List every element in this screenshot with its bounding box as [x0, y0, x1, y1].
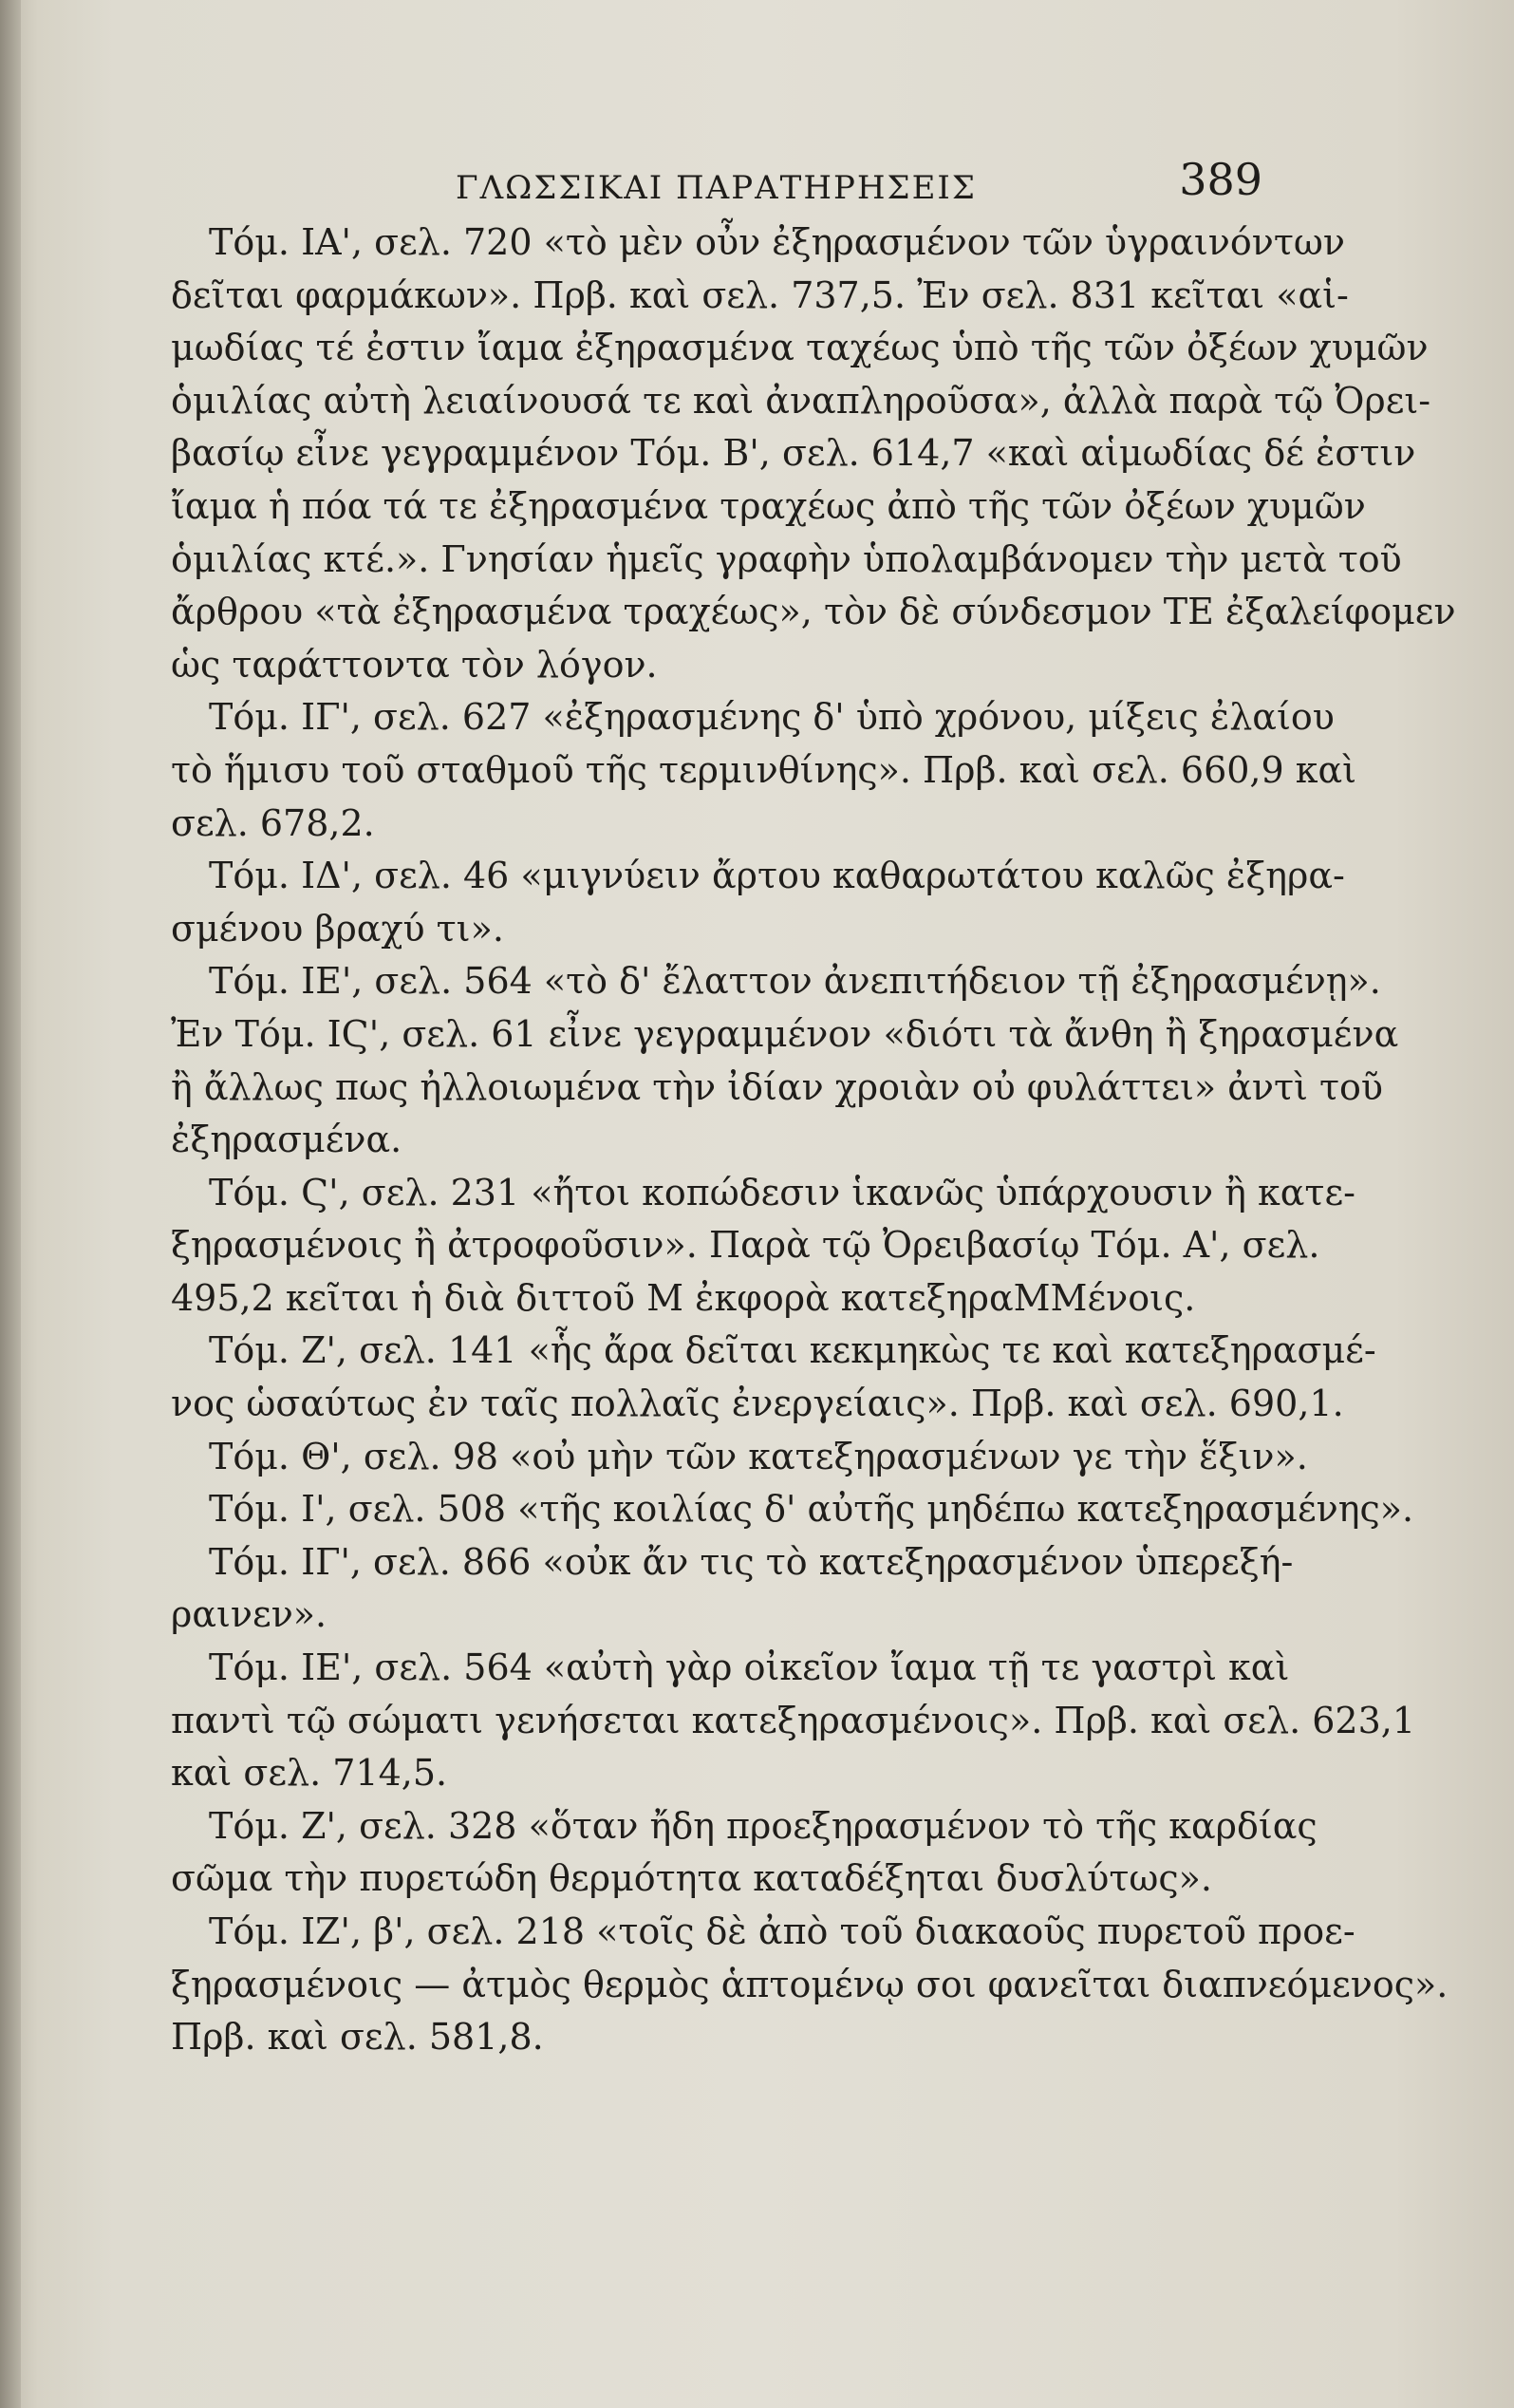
- text-line: ἐξηρασμένα.: [171, 1119, 402, 1161]
- text-line: βασίῳ εἶνε γεγραμμένον Τόμ. Β', σελ. 614,7 «καὶ αἱμωδίας δέ ἐστιν: [171, 432, 1416, 475]
- text-line: ξηρασμένοις ἢ ἀτροφοῦσιν». Παρὰ τῷ Ὀρειβασίῳ Τόμ. Α', σελ.: [171, 1224, 1320, 1267]
- text-line: Τόμ. ΙΓ', σελ. 866 «οὐκ ἄν τις τὸ κατεξηρασμένον ὑπερεξή-: [209, 1540, 1294, 1583]
- page-header: [180, 142, 1262, 209]
- text-line: δεῖται φαρμάκων». Πρβ. καὶ σελ. 737,5. Ἐν σελ. 831 κεῖται «αἱ-: [171, 273, 1349, 316]
- text-line: τὸ ἥμισυ τοῦ σταθμοῦ τῆς τερμινθίνης». Πρβ. καὶ σελ. 660,9 καὶ: [171, 748, 1357, 791]
- text-line: παντὶ τῷ σώματι γενήσεται κατεξηρασμένοις». Πρβ. καὶ σελ. 623,1: [171, 1699, 1416, 1741]
- body-text: [171, 216, 1456, 2135]
- text-line: Ἐν Τόμ. ΙϚ', σελ. 61 εἶνε γεγραμμένον «διότι τὰ ἄνθη ἢ ξηρασμένα: [171, 1012, 1399, 1055]
- text-line: ὁμιλίας κτέ.». Γνησίαν ἡμεῖς γραφὴν ὑπολαμβάνομεν τὴν μετὰ τοῦ: [171, 537, 1402, 580]
- text-line: ραινεν».: [171, 1593, 327, 1636]
- text-line: Τόμ. ΙΕ', σελ. 564 «αὐτὴ γὰρ οἰκεῖον ἴαμα τῇ τε γαστρὶ καὶ: [209, 1646, 1290, 1689]
- text-line: σμένου βραχύ τι».: [171, 907, 504, 950]
- text-line: Τόμ. Ι', σελ. 508 «τῆς κοιλίας δ' αὐτῆς μηδέπω κατεξηρασμένης».: [209, 1488, 1414, 1531]
- text-line: Πρβ. καὶ σελ. 581,8.: [171, 2016, 544, 2059]
- text-line: Τόμ. Ζ', σελ. 328 «ὅταν ἤδη προεξηρασμένον τὸ τῆς καρδίας: [209, 1804, 1318, 1847]
- text-line: Τόμ. ΙΕ', σελ. 564 «τὸ δ' ἔλαττον ἀνεπιτήδειον τῇ ἐξηρασμένῃ».: [209, 960, 1381, 1003]
- text-line: Τόμ. ΙΑ', σελ. 720 «τὸ μὲν οὖν ἐξηρασμένον τῶν ὑγραινόντων: [209, 221, 1345, 263]
- text-line: ὁμιλίας αὐτὴ λειαίνουσά τε καὶ ἀναπληροῦσα», ἀλλὰ παρὰ τῷ Ὀρει-: [171, 379, 1431, 422]
- text-line: ἴαμα ἡ πόα τά τε ἐξηρασμένα τραχέως ἀπὸ τῆς τῶν ὀξέων χυμῶν: [171, 484, 1366, 527]
- text-line: Τόμ. Ϛ', σελ. 231 «ἤτοι κοπώδεσιν ἱκανῶς ὑπάρχουσιν ἢ κατε-: [209, 1171, 1355, 1213]
- text-line: Τόμ. ΙΖ', β', σελ. 218 «τοῖς δὲ ἀπὸ τοῦ διακαοῦς πυρετοῦ προε-: [209, 1910, 1355, 1952]
- text-line: ξηρασμένοις — ἀτμὸς θερμὸς ἁπτομένῳ σοι φανεῖται διαπνεόμενος».: [171, 1963, 1449, 2005]
- text-line: Τόμ. ΙΔ', σελ. 46 «μιγνύειν ἄρτου καθαρωτάτου καλῶς ἐξηρα-: [209, 855, 1345, 897]
- text-line: Τόμ. ΙΓ', σελ. 627 «ἐξηρασμένης δ' ὑπὸ χρόνου, μίξεις ἐλαίου: [209, 696, 1335, 739]
- running-head: ΓΛΩΣΣΙΚΑΙ ΠΑΡΑΤΗΡΗΣΕΙΣ: [456, 169, 977, 207]
- page-number: 389: [1179, 154, 1262, 205]
- text-line: ἄρθρου «τὰ ἐξηρασμένα τραχέως», τὸν δὲ σύνδεσμον ΤΕ ἐξαλείφομεν: [171, 591, 1456, 633]
- text-line: σῶμα τὴν πυρετώδη θερμότητα καταδέξηται δυσλύτως».: [171, 1857, 1212, 1900]
- text-line: νος ὡσαύτως ἐν ταῖς πολλαῖς ἐνεργείαις». Πρβ. καὶ σελ. 690,1.: [171, 1383, 1344, 1425]
- text-line: Τόμ. Θ', σελ. 98 «οὐ μὴν τῶν κατεξηρασμένων γε τὴν ἕξιν».: [209, 1435, 1308, 1477]
- text-line: σελ. 678,2.: [171, 801, 375, 844]
- text-line: 495,2 κεῖται ἡ διὰ διττοῦ Μ ἐκφορὰ κατεξηραΜΜένοις.: [171, 1276, 1196, 1319]
- page-binding-edge: [0, 0, 21, 2408]
- text-line: ἢ ἄλλως πως ἠλλοιωμένα τὴν ἰδίαν χροιὰν οὐ φυλάττει» ἀντὶ τοῦ: [171, 1065, 1383, 1108]
- text-line: Τόμ. Ζ', σελ. 141 «ἧς ἄρα δεῖται κεκμηκὼς τε καὶ κατεξηρασμέ-: [209, 1329, 1376, 1372]
- text-line: μωδίας τέ ἐστιν ἴαμα ἐξηρασμένα ταχέως ὑπὸ τῆς τῶν ὀξέων χυμῶν: [171, 327, 1429, 369]
- text-line: ὡς ταράττοντα τὸν λόγον.: [171, 643, 658, 686]
- text-line: καὶ σελ. 714,5.: [171, 1752, 448, 1795]
